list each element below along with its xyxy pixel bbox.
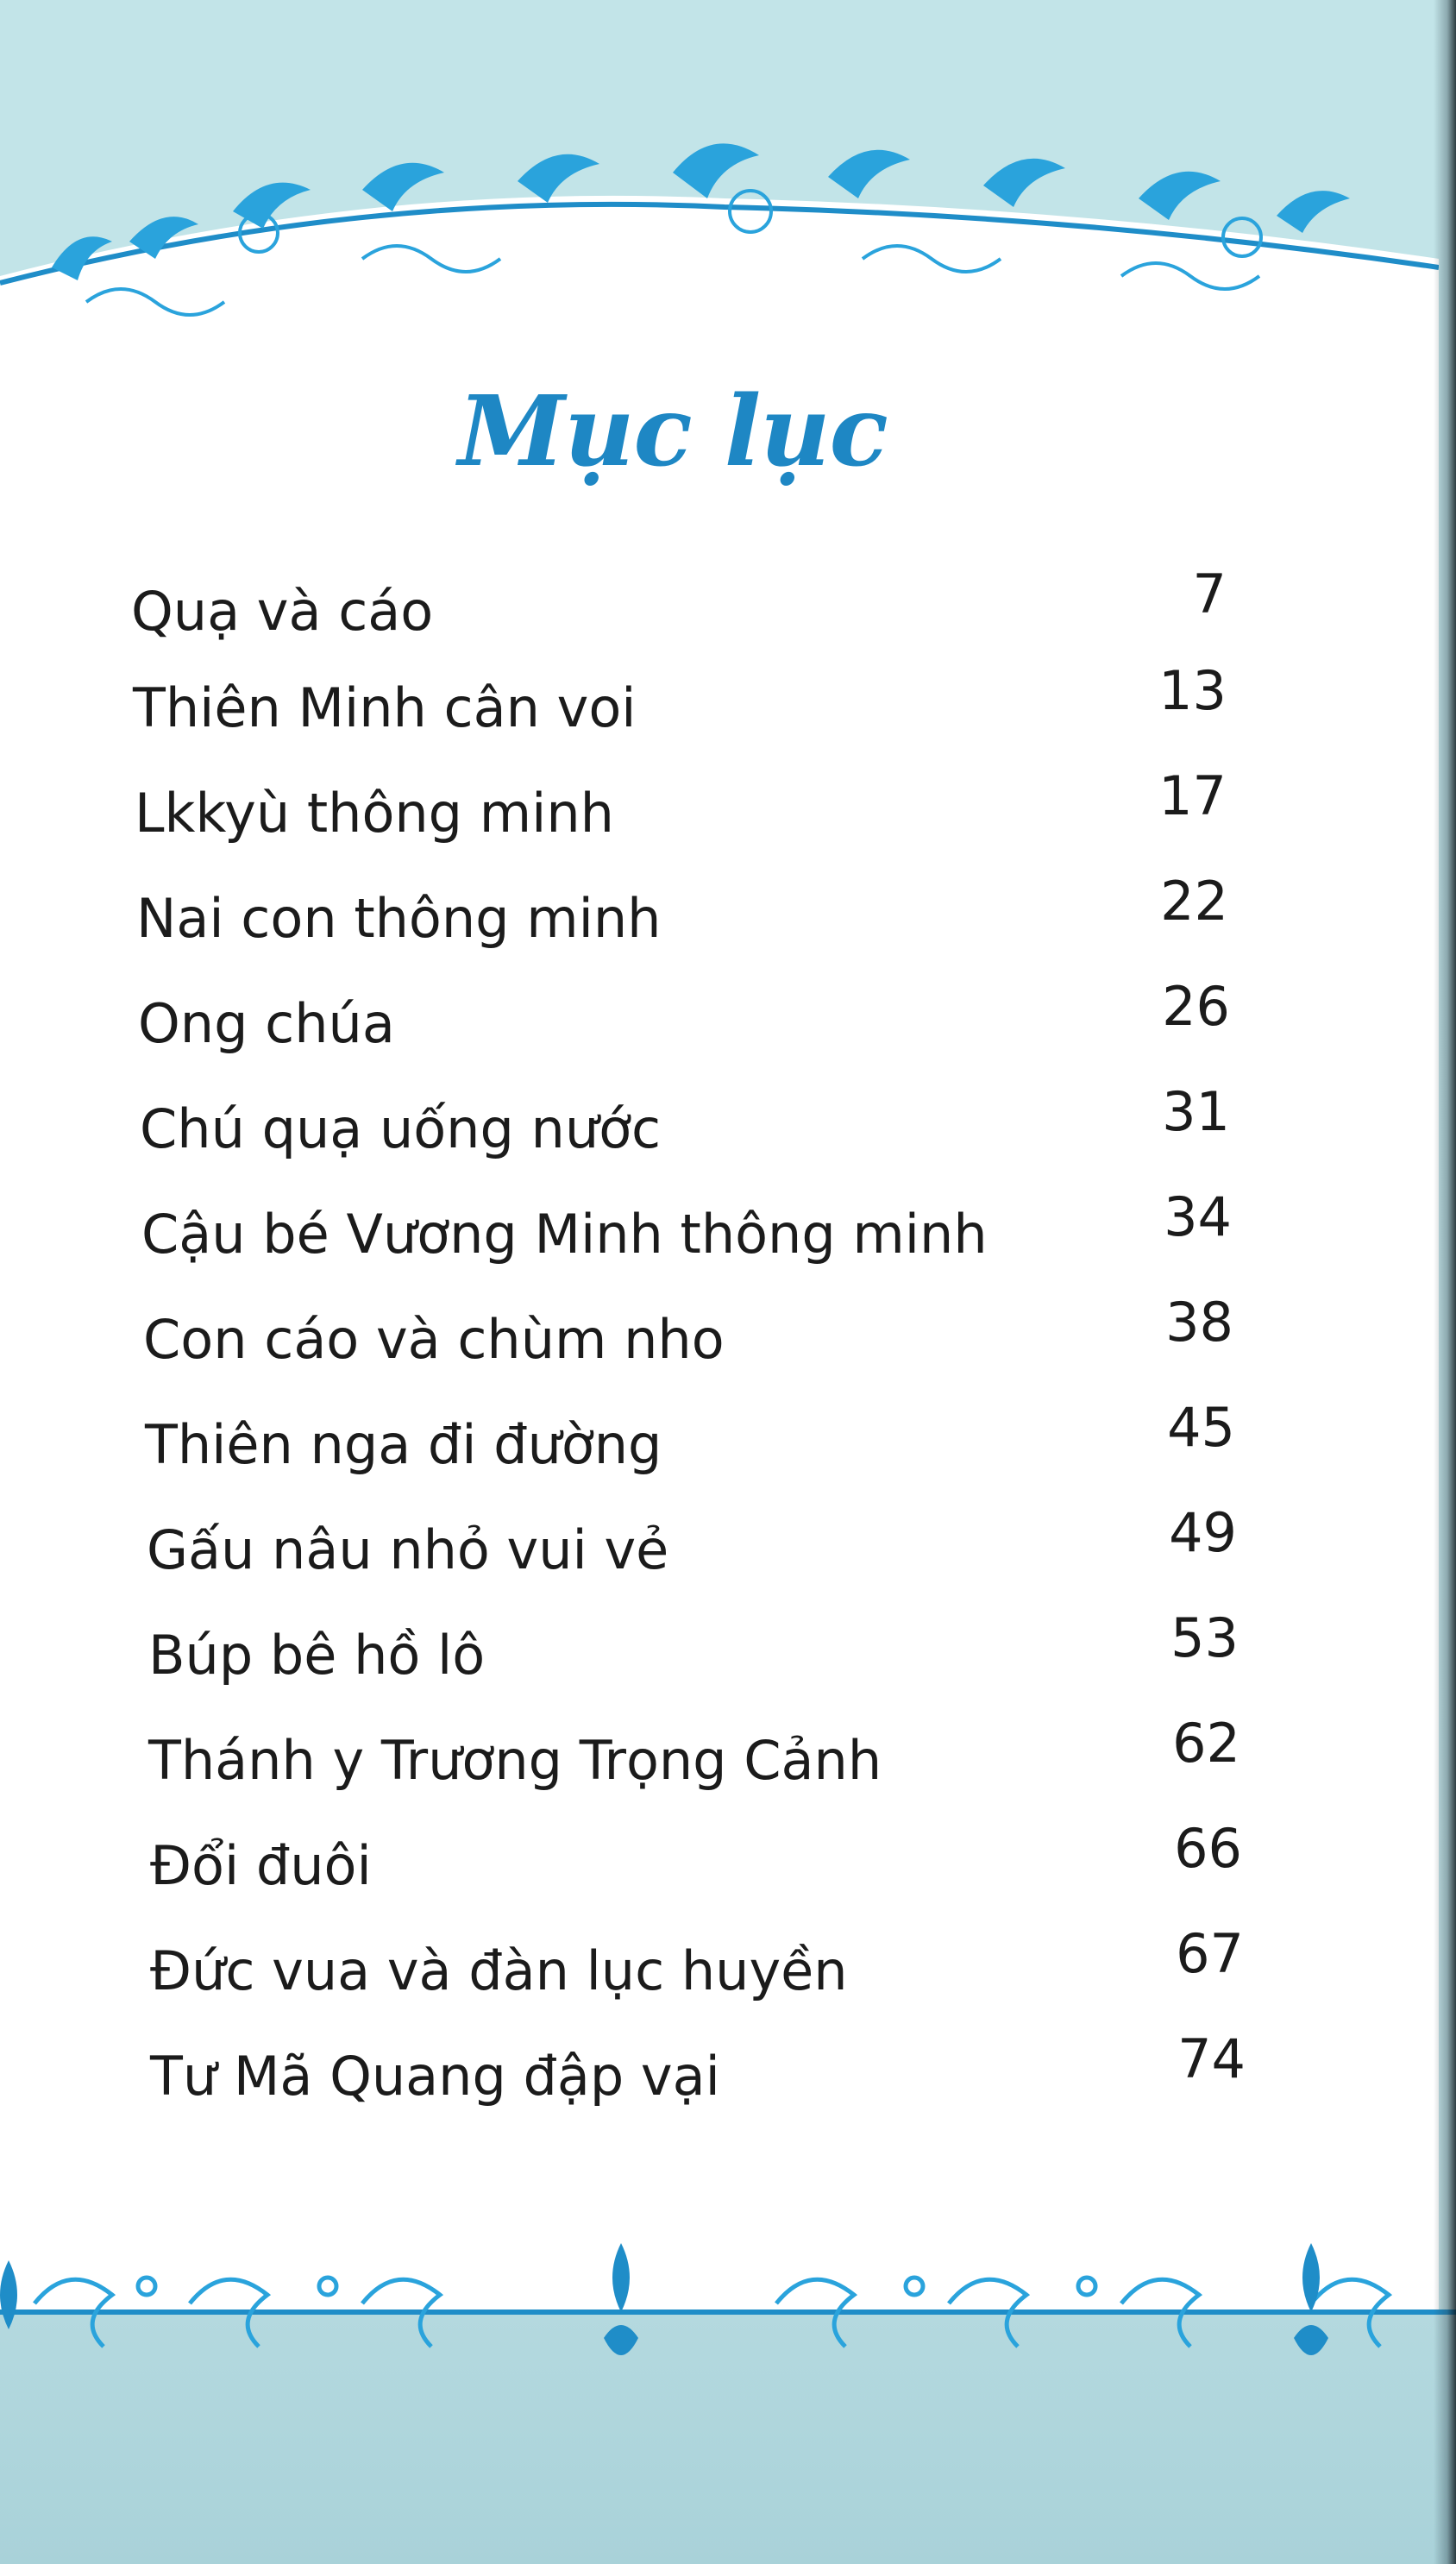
toc-entry-title: Chú quạ uống nước: [140, 1097, 662, 1160]
toc-entry-page: 34: [1164, 1185, 1232, 1248]
toc-entry-page: 49: [1169, 1501, 1237, 1564]
toc-entry-page: 62: [1172, 1712, 1240, 1775]
toc-row: [0, 1491, 1380, 1581]
toc-entry-page: 7: [1192, 562, 1227, 625]
toc-entry-page: 31: [1162, 1080, 1230, 1143]
toc-row: [0, 552, 1380, 643]
toc-entry-title: Ong chúa: [138, 992, 395, 1055]
toc-entry-page: 13: [1158, 659, 1227, 722]
toc-entry-title: Con cáo và chùm nho: [143, 1308, 725, 1371]
toc-entry-page: 74: [1177, 2027, 1246, 2090]
toc-entry-title: Đức vua và đàn lục huyền: [150, 1939, 848, 2002]
toc-entry-title: Thiên Minh cân voi: [133, 676, 637, 739]
toc-row: [0, 1175, 1380, 1266]
toc-entry-title: Nai con thông minh: [136, 887, 662, 950]
toc-entry-title: Thánh y Trương Trọng Cảnh: [148, 1729, 882, 1792]
toc-row: [0, 1912, 1380, 2002]
toc-row: [0, 1386, 1380, 1476]
toc-row: [0, 859, 1380, 950]
toc-entry-page: 26: [1162, 975, 1230, 1038]
toc-row: [0, 1701, 1380, 1792]
toc-entry-page: 38: [1165, 1291, 1233, 1354]
toc-entry-title: Lkkyù thông minh: [135, 782, 614, 845]
book-spine-shadow: [1434, 0, 1456, 2564]
toc-entry-title: Thiên nga đi đường: [145, 1413, 662, 1476]
toc-entry-title: Quạ và cáo: [131, 580, 434, 643]
toc-entry-title: Cậu bé Vương Minh thông minh: [141, 1203, 988, 1266]
toc-row: [0, 649, 1380, 739]
top-floral-border-icon: [0, 129, 1439, 336]
toc-entry-page: 22: [1160, 870, 1228, 933]
toc-row: [0, 1070, 1380, 1160]
toc-row: [0, 754, 1380, 845]
toc-entry-title: Tư Mã Quang đập vại: [150, 2045, 720, 2108]
toc-entry-page: 45: [1167, 1396, 1235, 1459]
toc-entry-page: 66: [1174, 1817, 1242, 1880]
toc-entry-page: 17: [1158, 764, 1227, 827]
toc-row: [0, 2017, 1380, 2108]
toc-entry-title: Gấu nâu nhỏ vui vẻ: [147, 1518, 669, 1581]
toc-row: [0, 1807, 1380, 1897]
page-title: Mục lục: [458, 375, 888, 489]
toc-entry-title: Đổi đuôi: [150, 1834, 372, 1897]
toc-entry-page: 67: [1176, 1922, 1244, 1985]
bottom-scroll-border-icon: [0, 2209, 1456, 2416]
table-of-contents: [0, 552, 1380, 2209]
toc-entry-title: Búp bê hồ lô: [148, 1624, 486, 1687]
toc-entry-page: 53: [1170, 1606, 1239, 1669]
toc-row: [0, 1280, 1380, 1371]
toc-row: [0, 1596, 1380, 1687]
toc-row: [0, 965, 1380, 1055]
